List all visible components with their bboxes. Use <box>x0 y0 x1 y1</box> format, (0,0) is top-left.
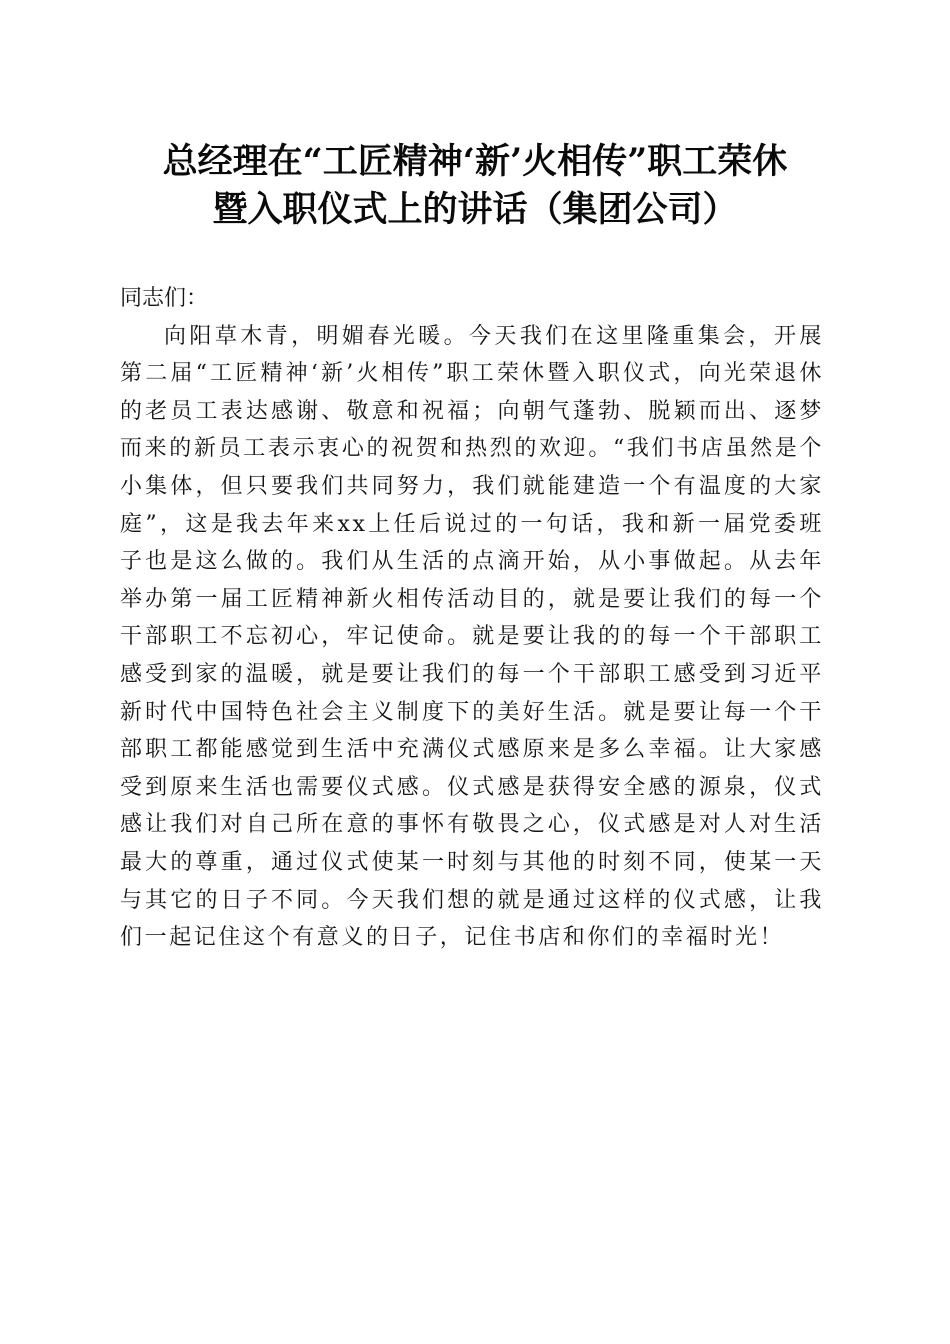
title-line-1: 总经理在“工匠精神‘新’火相传”职工荣休 <box>162 141 788 182</box>
document-body <box>120 280 824 957</box>
document-title <box>100 138 850 234</box>
salutation: 同志们： <box>120 286 209 311</box>
speech-paragraph: 向阳草木青，明媚春光暖。今天我们在这里隆重集会，开展第二届“工匠精神‘新’火相传”职工荣休暨入职仪式，向光荣退休的老员工表达感谢、敬意和祝福；向朝气蓬勃、脱颖而出、逐梦而来的新员工表示衷心的祝贺和热烈的欢迎。“我们书店虽然是个小集体，但只要我们共同努力，我们就能建造一个有温度的大家庭”，这是我去年来xx上任后说过的一句话，我和新一届党委班子也是这么做的。我们从生活的点滴开始，从小事做起。从去年举办第一届工匠精神新火相传活动目的，就是要让我们的每一个干部职工不忘初心，牢记使命。就是要让我的的每一个干部职工感受到家的温暖，就是要让我们的每一个干部职工感受到习近平新时代中国特色社会主义制度下的美好生活。就是要让每一个干部职工都能感觉到生活中充满仪式感原来是多么幸福。让大家感受到原来生活也需要仪式感。仪式感是获得安全感的源泉，仪式感让我们对自己所在意的事怀有敬畏之心，仪式感是对人对生活最大的尊重，通过仪式使某一时刻与其他的时刻不同，使某一天与其它的日子不同。今天我们想的就是通过这样的仪式感，让我们一起记住这个有意义的日子，记住书店和你们的幸福时光！ <box>120 323 824 951</box>
title-line-2: 暨入职仪式上的讲话（集团公司） <box>212 189 738 230</box>
